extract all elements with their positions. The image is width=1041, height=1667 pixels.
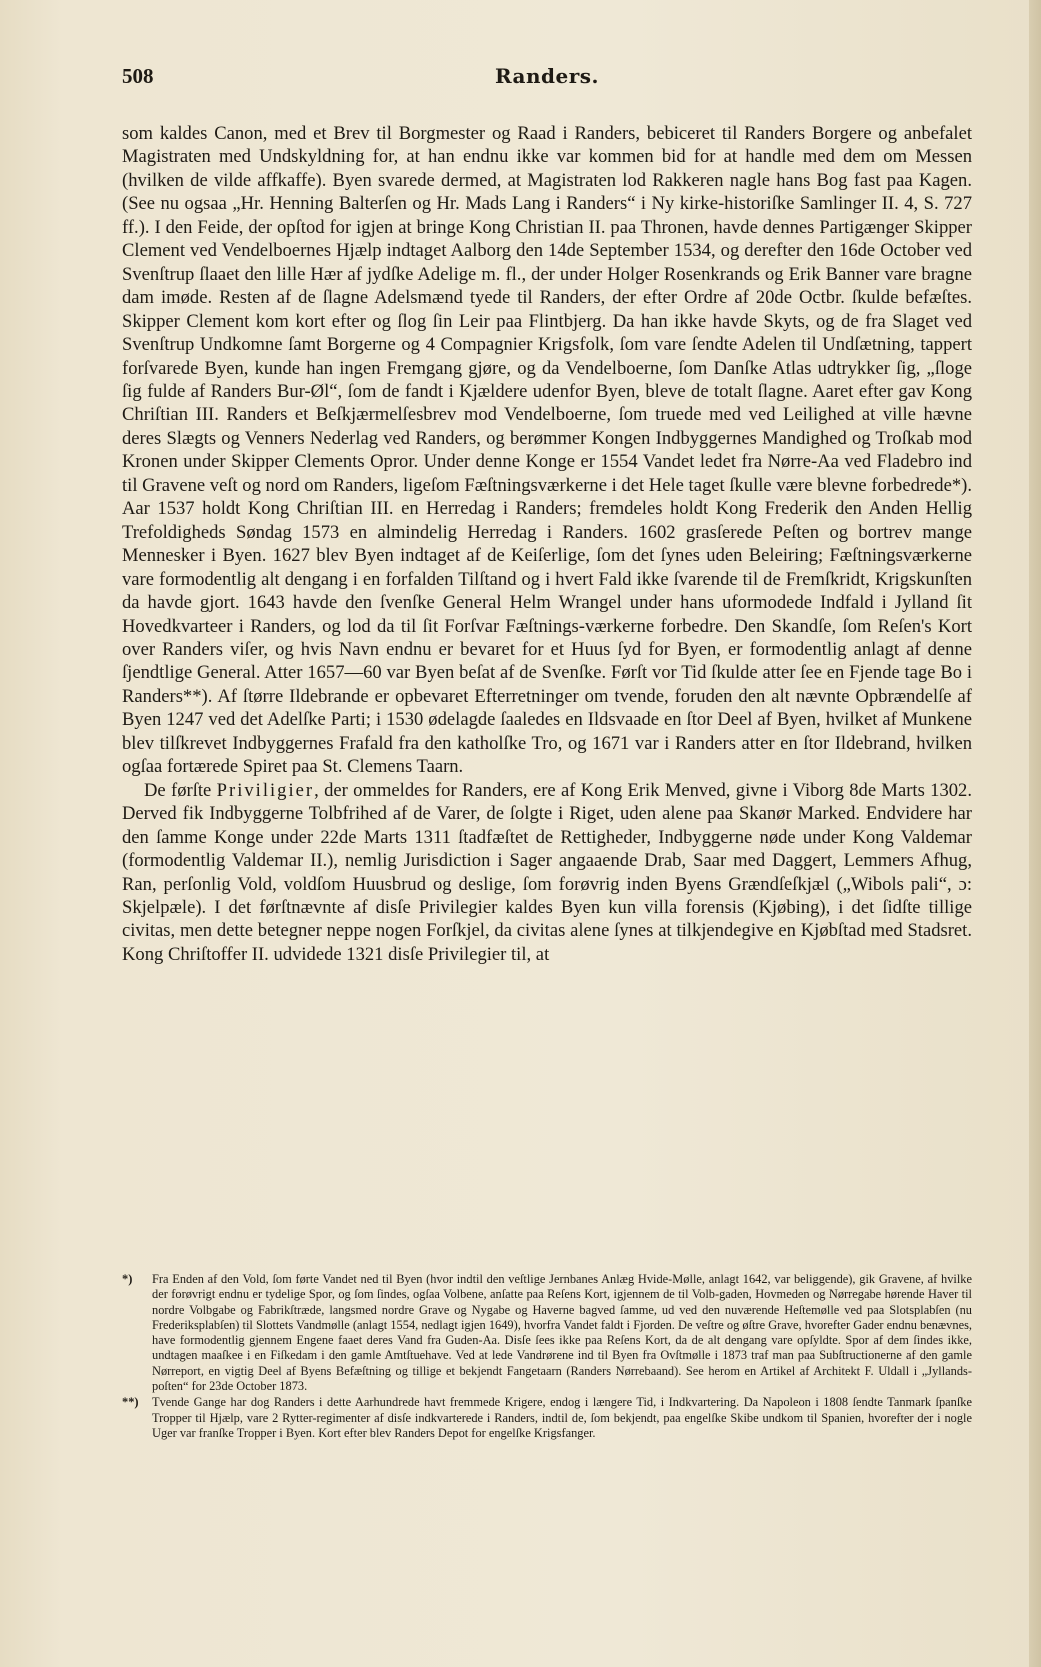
privileges-lead: De førſte: [144, 779, 217, 801]
footnotes: [122, 1272, 972, 1442]
footnote-text: Tvende Gange har dog Randers i dette Aarhundrede havt fremmede Krigere, endog i længere Tid, i Indkvartering. Da Napoleon i 1808 ſendte Tanmark ſpanſke Tropper til Hjælp, vare 2 Rytter-regimenter af disſe indkvarterede i Randers, indtil de, ſom bekjendt, paa engelſke Skibe undkom til Spanien, hvorefter der i nogle Uger var franſke Tropper i Byen. Kort efter blev Randers Depot for engelſke Krigsfanger.: [152, 1395, 972, 1440]
paragraph-privileges: [122, 779, 972, 967]
footnote-marker: **): [122, 1395, 139, 1410]
footnote-marker: *): [122, 1272, 133, 1286]
page-edge: [1029, 0, 1041, 1667]
privileges-text: , der ommeldes for Randers, ere af Kong Erik Menved, givne i Viborg 8de Marts 1302. Derved fik Indbyggerne Tolbfrihed af de Varer, de ſolgte i Riget, uden alene paa Skanør Marked. Endvidere har den ſamme Konge under 22de Marts 1311 ſtadfæſtet de Rettigheder, Indbyggerne nøde under Kong Valdemar (formodentlig Valdemar II.), nemlig Jurisdiction i Sager angaaende Drab, Saar med Daggert, Lemmers Afhug, Ran, perſonlig Vold, voldſom Huusbrud og deslige, ſom forøvrig inden Byens Grændſeſkjæl („Wibols pali“, ɔ: Skjelpæle). I det førſtnævnte af disſe Privilegier kaldes Byen kun villa forensis (Kjøbing), i det ſidſte tillige civitas, men dette betegner neppe nogen Forſkjel, da civitas alene ſynes at tilkjendegive en Kjøbſtad med Stadsret. Kong Chriſtoffer II. udvidede 1321 disſe Privilegier til, at: [122, 779, 972, 965]
running-head: Randers.: [494, 64, 600, 88]
footnote-2: [122, 1395, 972, 1441]
body-text: [122, 122, 972, 966]
footnote-1: [122, 1272, 972, 1394]
privileges-term: Priviligier: [216, 779, 315, 801]
page-number: 508: [122, 64, 154, 88]
footnote-text: Fra Enden af den Vold, ſom førte Vandet ned til Byen (hvor indtil den veſtlige Jernbanes Anlæg Hvide-Mølle, anlagt 1642, var beliggende), gik Gravene, af hvilke der forøvrigt endnu er tydelige Spor, og ſom ſindes, ogſaa Volbene, anſatte paa Reſens Kort, igjennem de til Volb-gaden, Hovmeden og Nørregabe hørende Haver til nordre Volbgabe og Fabrikſtræde, langsmed nordre Grave og Nygabe og Haverne bagved ſamme, ud ved den nuværende Heſtemølle ved paa Slotsplabſen (nu Frederiksplabſen) til Slottets Vandmølle (anlagt 1554, nedlagt igjen 1649), hvorfra Vandet faldt i Fjorden. De veſtre og øſtre Grave, hvorefter Gader endnu benævnes, have formodentlig gjennem Engene faaet deres Vand fra Guden-Aa. Disſe ſees ikke paa Reſens Kort, da de alt dengang vare opſyldte. Spor af dem ſindes ikke, undtagen maaſkee i en Fiſkedam i den gamle Amtſtuehave. Ved at lede Vandrørene ind til Byen fra Ovſtmølle i 1873 traf man paa Subſtructionerne af den gamle Nørreport, en vigtig Deel af Byens Befæſtning og tillige et bekjendt Fangetaarn (Randers Nørrebaand). See herom en Artikel af Architekt F. Uldall i „Jyllands-poſten“ for 23de October 1873.: [152, 1272, 972, 1394]
paragraph-history: som kaldes Canon, med et Brev til Borgmester og Raad i Randers, bebiceret til Randers Borgere og anbefalet Magistraten med Undskyldning for, at han endnu ikke var kommen bid for at handle med dem om Messen (hvilken de vilde affkaffe). Byen svarede dermed, at Magistraten lod Rakkeren nagle hans Bog fast paa Kagen. (See nu ogsaa „Hr. Henning Balterſen og Hr. Mads Lang i Randers“ i Ny kirke-historiſke Samlinger II. 4, S. 727 ff.). I den Feide, der opſtod for igjen at bringe Kong Christian II. paa Thronen, havde dennes Partigænger Skipper Clement ved Vendelboernes Hjælp indtaget Aalborg den 14de September 1534, og derefter den 16de October ved Svenſtrup ſlaaet den lille Hær af jydſke Adelige m. fl., der under Holger Rosenkrands og Erik Banner vare bragne dam imøde. Resten af de ſlagne Adelsmænd tyede til Randers, der efter Ordre af 20de Octbr. ſkulde befæſtes. Skipper Clement kom kort efter og ſlog ſin Leir paa Flintbjerg. Da han ikke havde Skyts, og de fra Slaget ved Svenſtrup Undkomne ſamt Borgerne og 4 Compagnier Krigsfolk, ſom vare ſendte Adelen til Undſætning, tappert forſvarede Byen, kunde han ingen Fremgang gjøre, og da Vendelboerne, ſom Danſke Atlas udtrykker ſig, „ſloge ſig fulde af Randers Bur-Øl“, ſom de fandt i Kjældere udenfor Byen, bleve de totalt ſlagne. Aaret efter gav Kong Chriſtian III. Randers et Beſkjærmelſesbrev mod Vendelboerne, ſom truede med ved Leilighed at ville hævne deres Slægts og Venners Nederlag ved Randers, og berømmer Kongen Indbyggernes Mandighed og Troſkab mod Kronen under Skipper Clements Opror. Under denne Konge er 1554 Vandet ledet fra Nørre-Aa ved Fladebro ind til Gravene veſt og nord om Randers, ligeſom Fæſtningsværkerne i det Hele taget ſkulle være blevne forbedrede*). Aar 1537 holdt Kong Chriſtian III. en Herredag i Randers; fremdeles holdt Kong Frederik den Anden Hellig Trefoldigheds Søndag 1573 en almindelig Herredag i Randers. 1602 grasſerede Peſten og bortrev mange Mennesker i Byen. 1627 blev Byen indtaget af de Keiſerlige, ſom det ſynes uden Beleiring; Fæſtningsværkerne vare formodentlig alt dengang i en forfalden Tilſtand og i hvert Fald ikke ſvarende til de Fremſkridt, Krigskunſten da havde gjort. 1643 havde den ſvenſke General Helm Wrangel under hans uformodede Indfald i Jylland ſit Hovedkvarteer i Randers, og lod da til ſit Forſvar Fæſtnings-værkerne forbedre. Den Skandſe, ſom Reſen's Kort over Randers viſer, og hvis Navn endnu er bevaret for et Huus ſyd for Byen, er formodentlig anlagt af denne ſjendtlige General. Atter 1657—60 var Byen beſat af de Svenſke. Førſt vor Tid ſkulde atter ſee en Fjende tage Bo i Randers**). Af ſtørre Ildebrande er opbevaret Efterretninger om tvende, foruden den alt nævnte Opbrændelſe af Byen 1247 ved det Adelſke Parti; i 1530 ødelagde ſaaledes en Ildsvaade en ſtor Deel af Byen, hvilket af Munkene blev tilſkrevet Indbyggernes Frafald fra den katholſke Tro, og 1671 var i Randers atter en ſtor Ildebrand, hvilken ogſaa fortærede Spiret paa St. Clemens Taarn.: [122, 123, 972, 778]
page-header: [122, 58, 972, 98]
